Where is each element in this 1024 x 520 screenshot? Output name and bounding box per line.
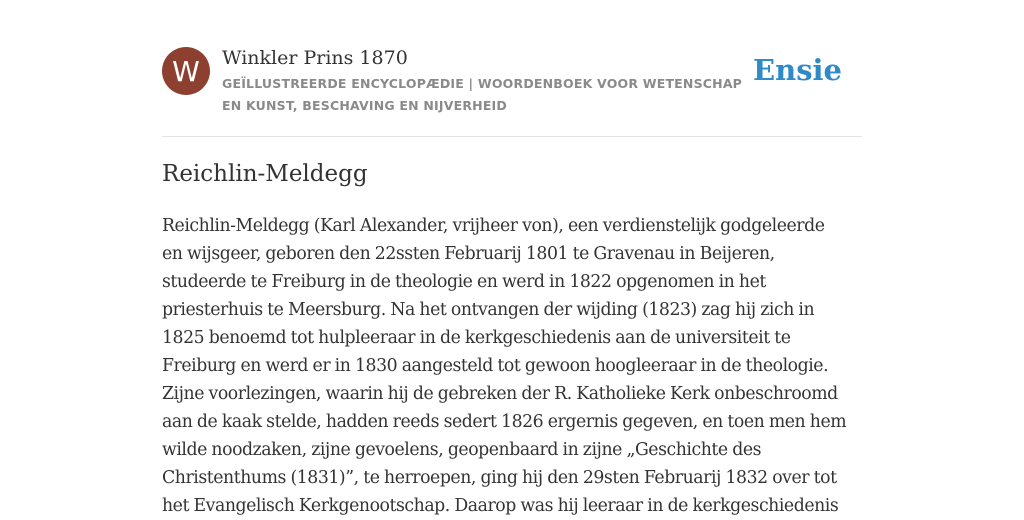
- article-body-line: Reichlin-Meldegg (Karl Alexander, vrijheer von), een verdienstelijk godgeleerde: [162, 216, 825, 236]
- source-avatar[interactable]: W: [162, 47, 210, 95]
- article-body-line: Freiburg en werd er in 1830 aangesteld tot gewoon hoogleeraar in de theologie.: [162, 356, 829, 376]
- source-subtitle: GEÏLLUSTREERDE ENCYCLOPÆDIE | WOORDENBOEK VOOR WETENSCHAP EN KUNST, BESCHAVING EN NIJVERHEID: [222, 76, 743, 113]
- article-body-line: Zijne voorlezingen, waarin hij de gebreken der R. Katholieke Kerk onbeschroomd: [162, 384, 838, 404]
- article-body-line: wilde noodzaken, zijne gevoelens, geopenbaard in zijne „Geschichte des: [162, 440, 762, 460]
- article-body-line: 1825 benoemd tot hulpleeraar in de kerkgeschiedenis aan de universiteit te: [162, 328, 791, 348]
- article-body: [162, 212, 866, 520]
- article-body-line: aan de kaak stelde, hadden reeds sedert 1826 ergernis gegeven, en toen men hem: [162, 412, 847, 432]
- ensie-logo-link[interactable]: Ensie: [753, 53, 842, 87]
- article-body-line: het Evangelisch Kerkgenootschap. Daarop was hij leeraar in de kerkgeschiedenis: [162, 496, 839, 516]
- article-title: Reichlin-Meldegg: [162, 161, 368, 187]
- source-header: [162, 44, 862, 137]
- article-body-line: studeerde te Freiburg in de theologie en werd in 1822 opgenomen in het: [162, 272, 766, 292]
- article-body-line: priesterhuis te Meersburg. Na het ontvangen der wijding (1823) zag hij zich in: [162, 300, 815, 320]
- article-body-line: en wijsgeer, geboren den 22ssten Februarij 1801 te Gravenau in Beijeren,: [162, 244, 775, 264]
- source-title[interactable]: Winkler Prins 1870: [222, 47, 408, 69]
- article-body-line: Christenthums (1831)”, te herroepen, ging hij den 29sten Februarij 1832 over tot: [162, 468, 837, 488]
